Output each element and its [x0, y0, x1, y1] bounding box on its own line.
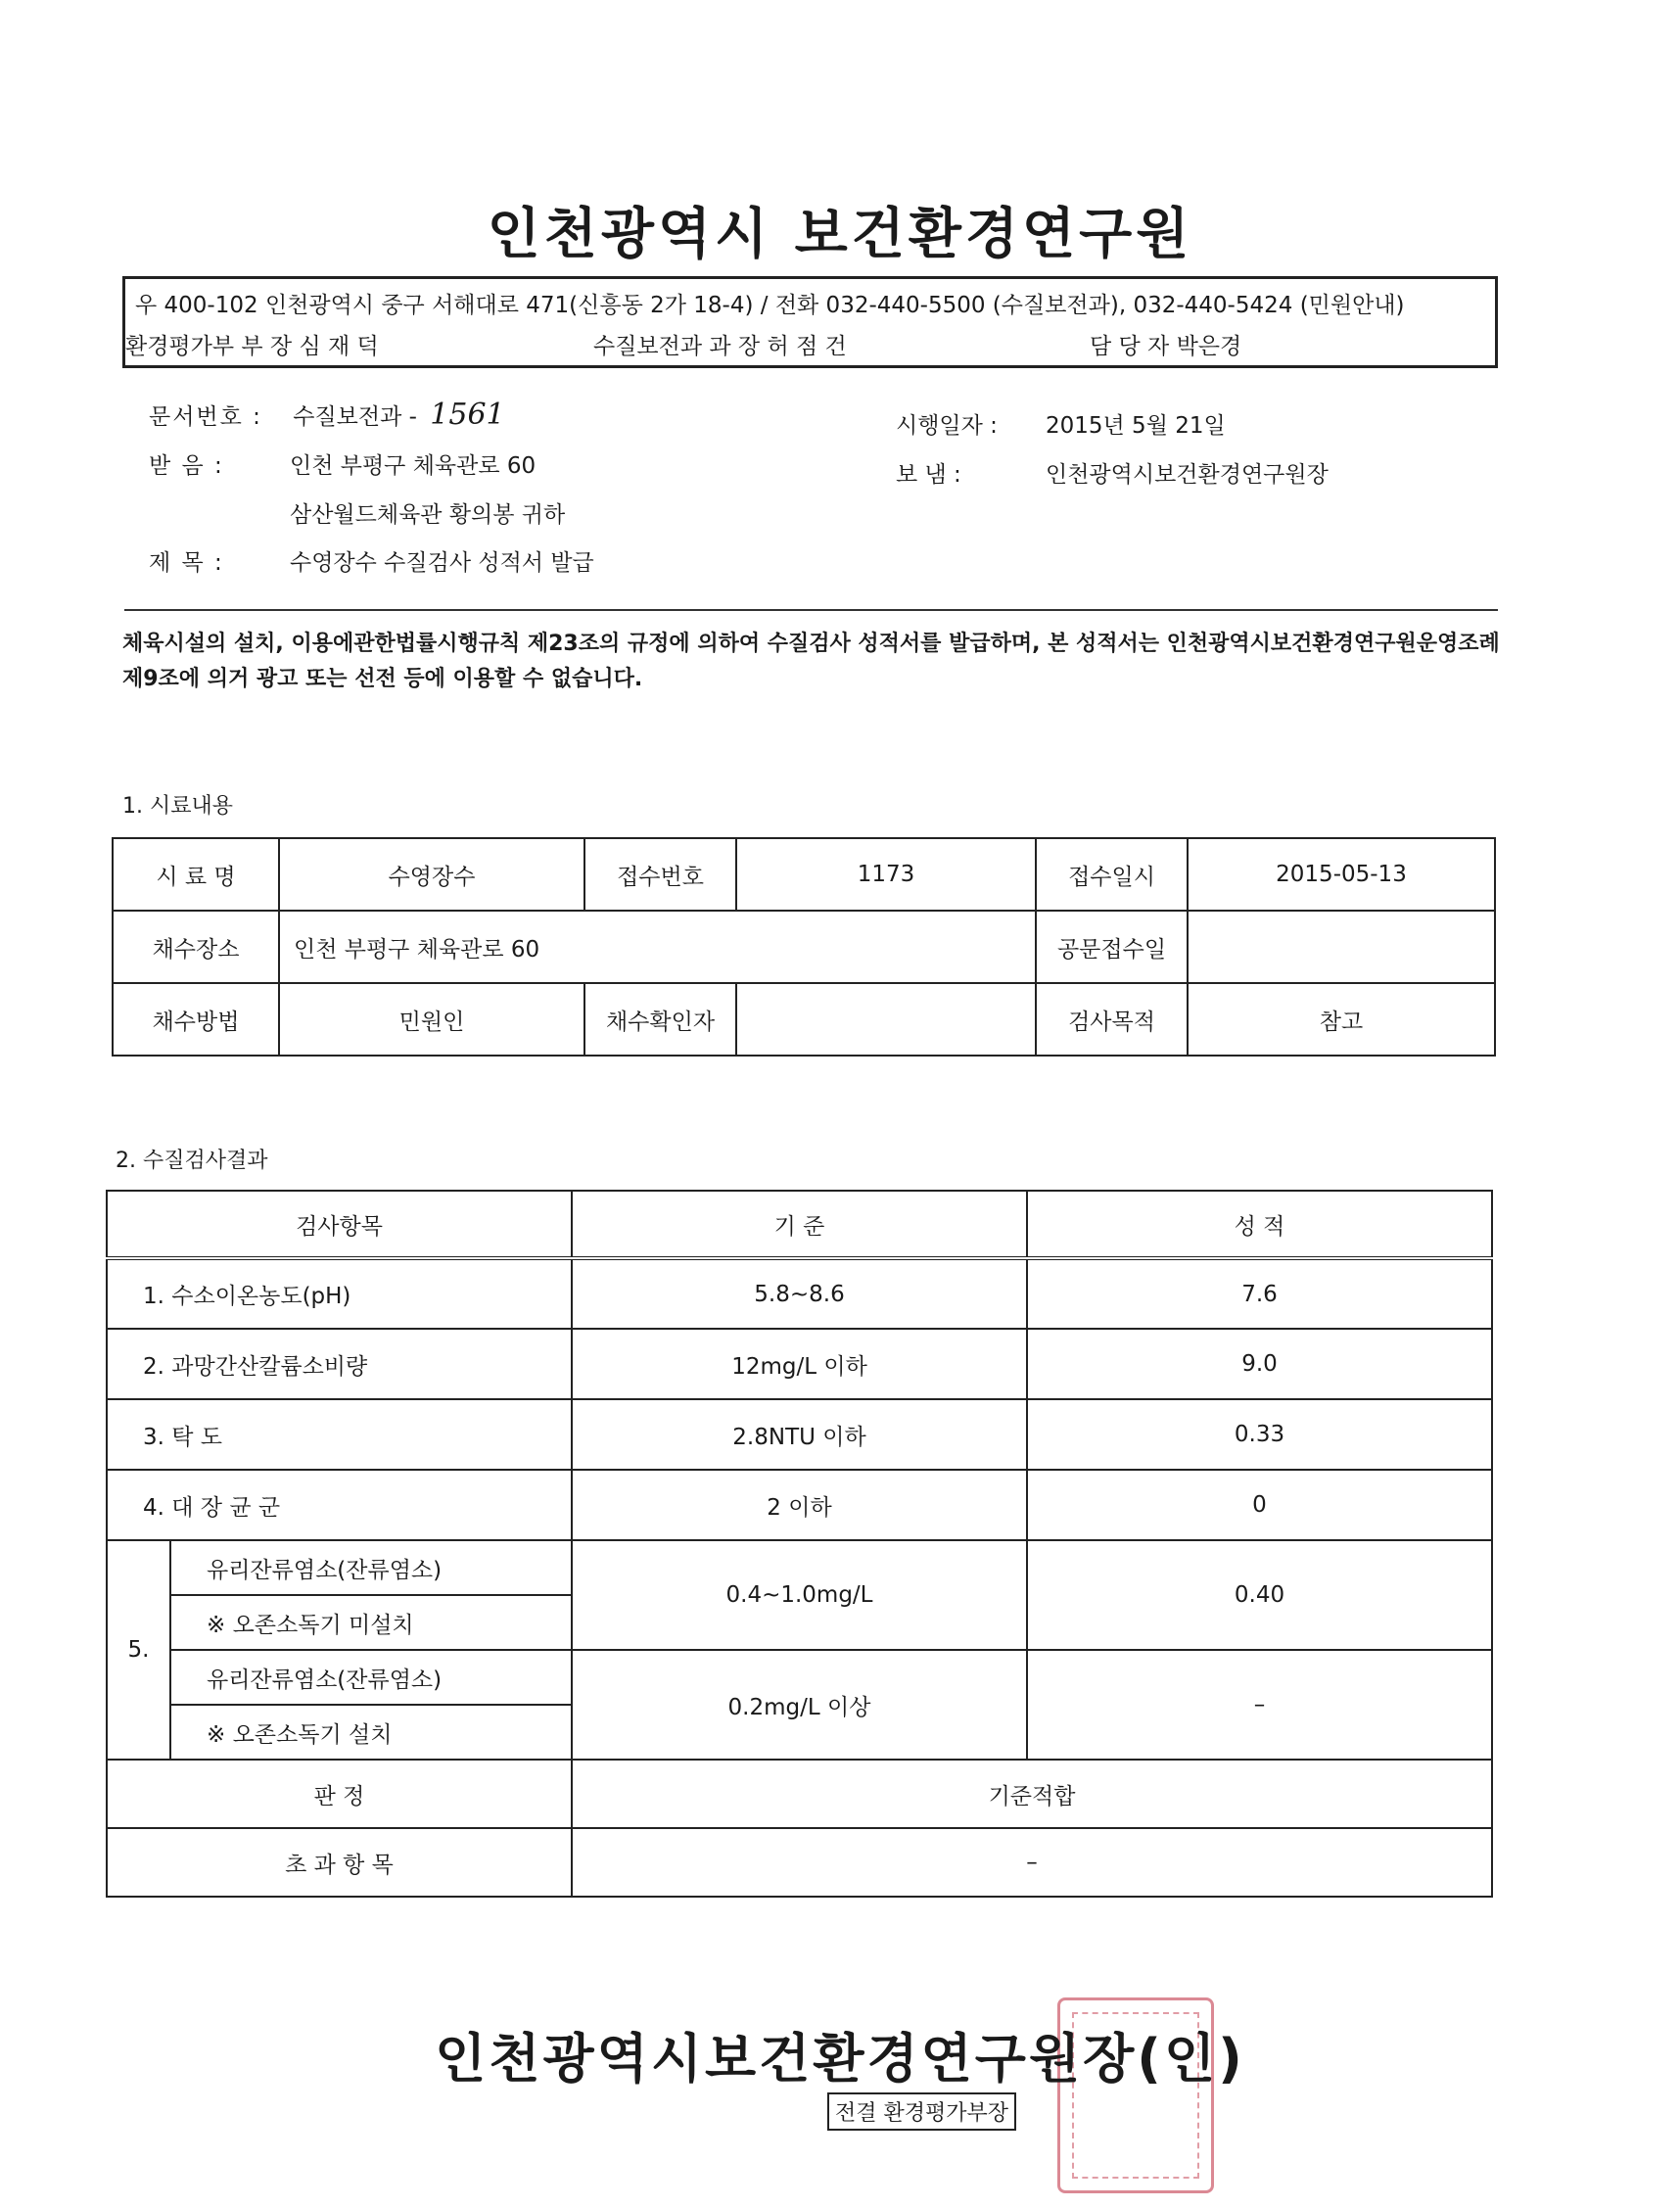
subject: [149, 544, 224, 577]
exceed-label: 초 과 항 목: [107, 1828, 572, 1897]
official-date-label: 공문접수일: [1036, 911, 1188, 983]
result-standard: 12mg/L 이하: [572, 1329, 1027, 1399]
divider: [124, 609, 1498, 611]
result-value: 0.33: [1027, 1399, 1492, 1470]
subject-label: 제 목 :: [149, 550, 224, 576]
table-row: [107, 1470, 1492, 1540]
col-standard-header: 기 준: [572, 1191, 1027, 1258]
result-value: 7.6: [1027, 1258, 1492, 1329]
item5-a-standard: 0.4~1.0mg/L: [572, 1540, 1027, 1650]
recipient-label: 받 음 :: [149, 453, 224, 479]
receipt-date-value: 2015-05-13: [1188, 838, 1495, 911]
item5-number: 5.: [107, 1540, 170, 1760]
table-row: [107, 1540, 1492, 1595]
result-standard: 2 이하: [572, 1470, 1027, 1540]
result-item: 4. 대 장 균 군: [107, 1470, 572, 1540]
item5-b-note: ※ 오존소독기 설치: [170, 1705, 572, 1760]
notice-text: 체육시설의 설치, 이용에관한법률시행규칙 제23조의 규정에 의하여 수질검사 성적서를 발급하며, 본 성적서는 인천광역시보건환경연구원운영조례 제9조에 의거 광고 또는 선전 등에 이용할 수 없습니다.: [122, 632, 1500, 691]
exceed-value: –: [572, 1828, 1492, 1897]
col-item-header: 검사항목: [107, 1191, 572, 1258]
item5-b-name: 유리잔류염소(잔류염소): [170, 1650, 572, 1705]
doc-number: [149, 398, 505, 432]
table-row: [107, 1329, 1492, 1399]
method-label: 채수방법: [113, 983, 279, 1056]
section-sample-title: 1. 시료내용: [122, 794, 233, 819]
recipient: [149, 447, 224, 480]
col-result-header: 성 적: [1027, 1191, 1492, 1258]
purpose-value: 참고: [1188, 983, 1495, 1056]
doc-no-label: 문서번호 :: [149, 404, 262, 430]
table-header-row: [107, 1191, 1492, 1258]
section-results-title: 2. 수질검사결과: [116, 1149, 268, 1173]
table-row: [107, 1760, 1492, 1828]
confirmer-value: [736, 983, 1036, 1056]
table-row: [107, 1258, 1492, 1329]
recipient-line1: 인천 부평구 체육관로 60: [290, 453, 537, 479]
item5-a-result: 0.40: [1027, 1540, 1492, 1650]
result-value: 9.0: [1027, 1329, 1492, 1399]
receipt-no-value: 1173: [736, 838, 1036, 911]
official-date-value: [1188, 911, 1495, 983]
issue-date-value: 2015년 5월 21일: [1046, 413, 1226, 439]
result-standard: 5.8~8.6: [572, 1258, 1027, 1329]
address-line: 우 400-102 인천광역시 중구 서해대로 471(신흥동 2가 18-4) / 전화 032-440-5500 (수질보전과), 032-440-5424 (민원안내): [135, 293, 1405, 318]
approval-box: 전결 환경평가부장: [827, 2092, 1016, 2131]
issuer-signature: 인천광역시보건환경연구원장(인): [435, 2028, 1245, 2090]
location-value: 인천 부평구 체육관로 60: [279, 911, 1036, 983]
result-item: 2. 과망간산칼륨소비량: [107, 1329, 572, 1399]
result-item: 3. 탁 도: [107, 1399, 572, 1470]
results-table: [106, 1190, 1493, 1898]
dept-head: 환경평가부 부 장 심 재 덕: [125, 334, 379, 359]
sample-table: [112, 837, 1496, 1057]
location-label: 채수장소: [113, 911, 279, 983]
officer: 담 당 자 박은경: [1090, 334, 1242, 359]
table-row: [107, 1828, 1492, 1897]
judgment-value: 기준적합: [572, 1760, 1492, 1828]
table-row: [107, 1650, 1492, 1705]
receipt-date-label: 접수일시: [1036, 838, 1188, 911]
sample-name-label: 시 료 명: [113, 838, 279, 911]
result-item: 1. 수소이온농도(pH): [107, 1258, 572, 1329]
subject-value: 수영장수 수질검사 성적서 발급: [290, 550, 594, 576]
item5-b-standard: 0.2mg/L 이상: [572, 1650, 1027, 1760]
sender-value: 인천광역시보건환경연구원장: [1046, 462, 1329, 488]
item5-b-result: –: [1027, 1650, 1492, 1760]
table-row: [107, 1399, 1492, 1470]
method-value: 민원인: [279, 983, 584, 1056]
table-row: [113, 983, 1495, 1056]
result-value: 0: [1027, 1470, 1492, 1540]
judgment-label: 판 정: [107, 1760, 572, 1828]
issue-date-label: 시행일자 :: [896, 413, 998, 439]
table-row: [113, 838, 1495, 911]
purpose-label: 검사목적: [1036, 983, 1188, 1056]
sample-name-value: 수영장수: [279, 838, 584, 911]
item5-a-name: 유리잔류염소(잔류염소): [170, 1540, 572, 1595]
result-standard: 2.8NTU 이하: [572, 1399, 1027, 1470]
contact-info-box: [122, 276, 1498, 368]
section-head: 수질보전과 과 장 허 점 건: [593, 334, 847, 359]
receipt-no-label: 접수번호: [584, 838, 736, 911]
confirmer-label: 채수확인자: [584, 983, 736, 1056]
recipient-line2: 삼산월드체육관 황의봉 귀하: [290, 502, 566, 528]
doc-no-handwritten: 1561: [430, 398, 505, 432]
item5-a-note: ※ 오존소독기 미설치: [170, 1595, 572, 1650]
sender-label: 보 냄 :: [896, 462, 961, 488]
doc-no-value: 수질보전과 -: [293, 404, 417, 430]
page-title: 인천광역시 보건환경연구원: [487, 203, 1193, 266]
table-row: [113, 911, 1495, 983]
